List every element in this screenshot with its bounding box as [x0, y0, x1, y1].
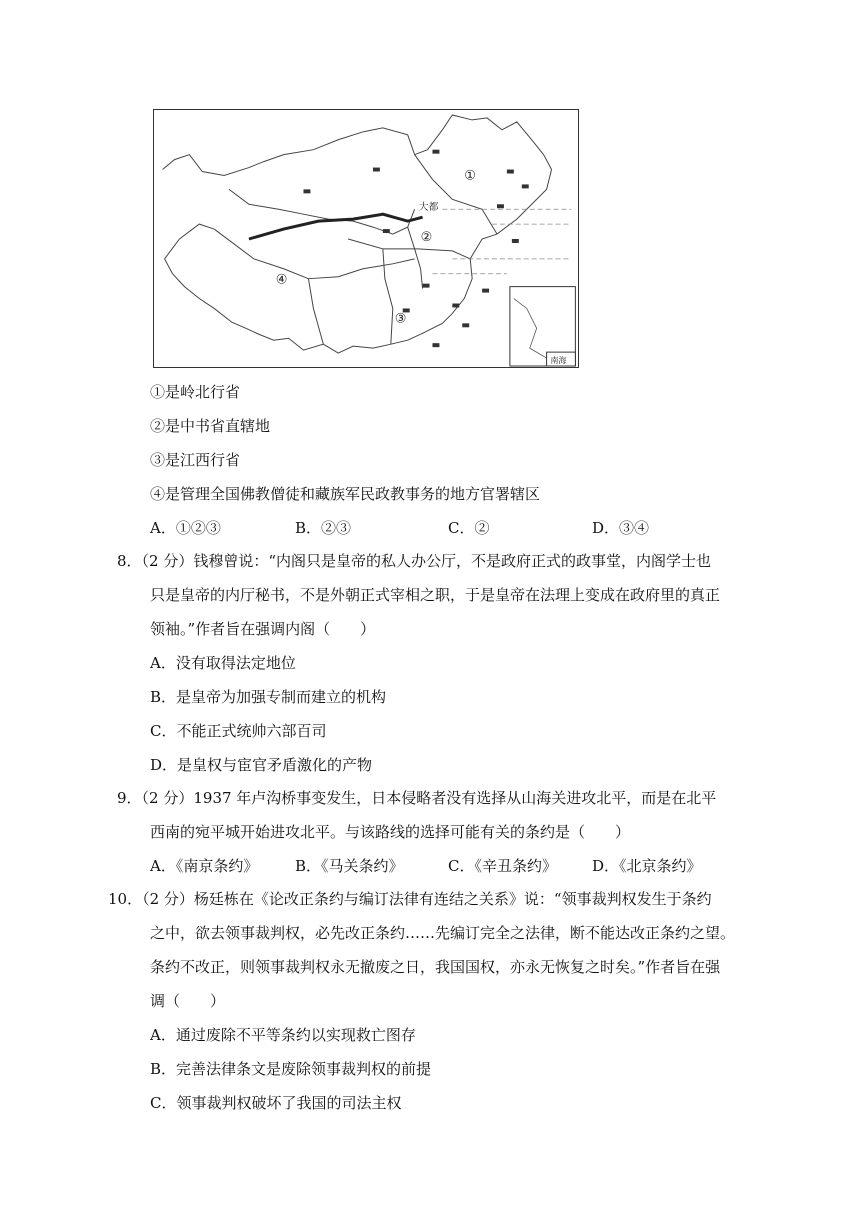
q8-option-d: D．是皇权与宦官矛盾激化的产物 — [150, 756, 373, 774]
q10-stem-line-4: 调（ ） — [150, 992, 226, 1010]
yuan-dynasty-map — [153, 109, 579, 368]
q8-option-a: A．没有取得法定地位 — [150, 654, 296, 672]
q9-option-d: D．《北京条约》 — [592, 857, 702, 875]
q8-option-b: B．是皇帝为加强专制而建立的机构 — [150, 688, 387, 706]
map-label-inset: 南海 — [550, 356, 567, 366]
q7-statement-3: ③是江西行省 — [150, 451, 241, 469]
q7-option-b: B．②③ — [295, 519, 352, 537]
map-label-1: ① — [464, 168, 476, 184]
q9-option-a: A．《南京条约》 — [150, 857, 259, 875]
map-label-capital: 大都 — [418, 202, 439, 214]
map-label-3: ③ — [394, 311, 407, 327]
q10-stem-line-1: 10．（2 分）杨廷栋在《论改正条约与编订法律有连结之关系》说：“领事裁判权发生于条约 — [108, 890, 712, 908]
q8-stem-line-2: 只是皇帝的内厅秘书，不是外朝正式宰相之职，于是皇帝在法理上变成在政府里的真正 — [150, 586, 721, 604]
q9-option-c: C．《辛丑条约》 — [448, 857, 557, 875]
q9-option-b: B．《马关条约》 — [295, 857, 404, 875]
map-label-2: ② — [420, 229, 433, 245]
q7-option-a: A．①②③ — [150, 519, 221, 537]
q7-statement-4: ④是管理全国佛教僧徒和藏族军民政教事务的地方官署辖区 — [150, 485, 541, 503]
q7-statement-1: ①是岭北行省 — [150, 383, 241, 401]
map-drawing — [154, 110, 578, 367]
q10-option-b: B．完善法律条文是废除领事裁判权的前提 — [150, 1060, 432, 1078]
q10-stem-line-2: 之中，欲去领事裁判权，必先改正条约……先编订完全之法律，断不能达改正条约之望。 — [150, 924, 736, 942]
q9-stem-line-1: 9．（2 分）1937 年卢沟桥事变发生，日本侵略者没有选择从山海关进攻北平，而是在北平 — [117, 789, 717, 807]
map-label-4: ④ — [275, 272, 288, 288]
q8-option-c: C．不能正式统帅六部百司 — [150, 722, 327, 740]
q8-stem-line-3: 领袖。”作者旨在强调内阁（ ） — [150, 620, 376, 638]
q10-option-a: A．通过废除不平等条约以实现救亡图存 — [150, 1026, 416, 1044]
q8-stem-line-1: 8．（2 分）钱穆曾说：“内阁只是皇帝的私人办公厅，不是政府正式的政事堂，内阁学士也 — [117, 552, 712, 570]
q7-statement-2: ②是中书省直辖地 — [150, 417, 271, 435]
q10-stem-line-3: 条约不改正，则领事裁判权永无撤废之日，我国国权，亦永无恢复之时矣。”作者旨在强 — [150, 958, 721, 976]
q10-option-c: C．领事裁判权破坏了我国的司法主权 — [150, 1094, 402, 1112]
q7-option-d: D．③④ — [592, 519, 650, 537]
q9-stem-line-2: 西南的宛平城开始进攻北平。与该路线的选择可能有关的条约是（ ） — [150, 823, 631, 841]
q7-option-c: C．② — [448, 519, 490, 537]
